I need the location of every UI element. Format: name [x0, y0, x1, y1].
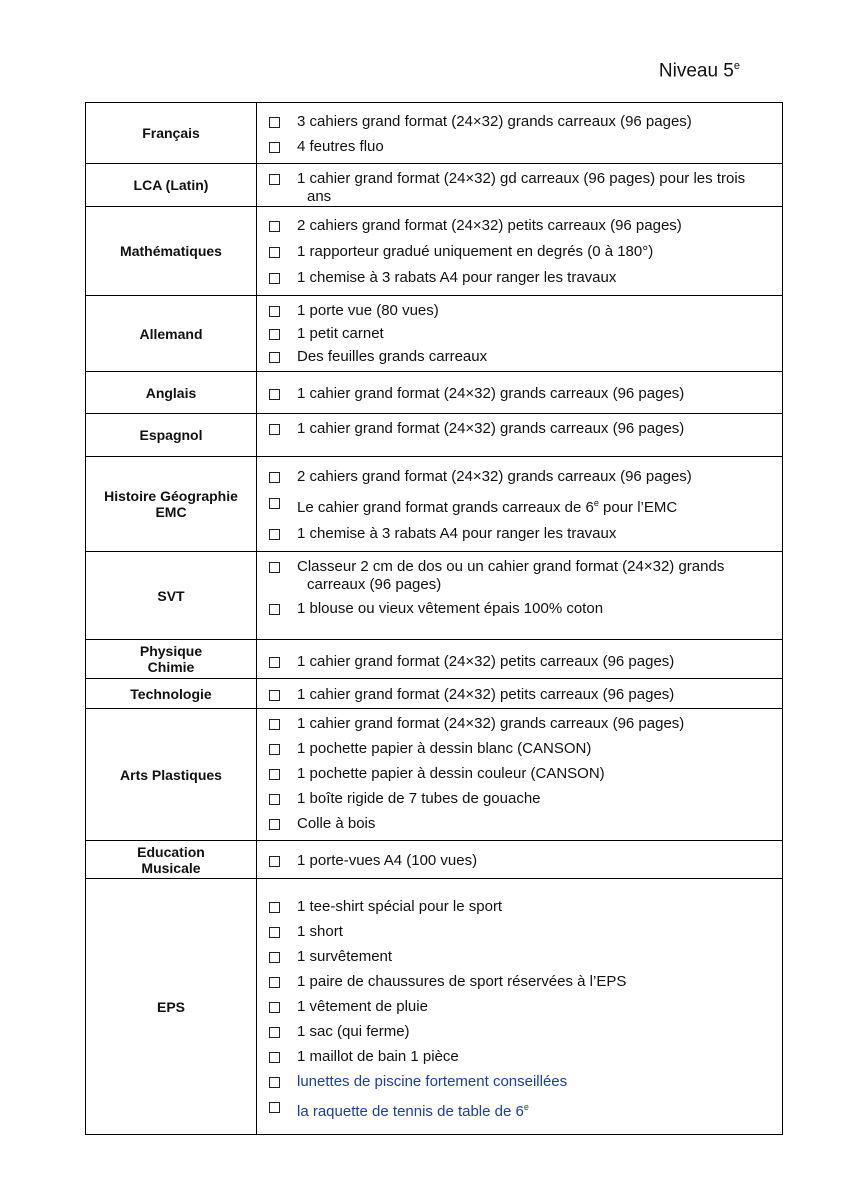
subject-cell: [86, 296, 257, 372]
subject-name: Mathématiques: [120, 243, 222, 259]
supply-item: [269, 302, 770, 320]
supply-item: [269, 558, 770, 594]
checkbox-icon[interactable]: [269, 1002, 280, 1013]
supply-item-text: [297, 815, 770, 833]
level-superscript: e: [733, 60, 740, 72]
supply-item: [269, 852, 770, 870]
supply-item-text: [297, 1073, 770, 1091]
subject-cell: [86, 103, 257, 164]
subject-name: Physique: [139, 643, 203, 659]
supplies-table: [85, 102, 783, 1135]
supply-item-label: 1 boîte rigide de 7 tubes de gouache: [297, 790, 541, 807]
supply-item-text: [297, 973, 770, 991]
supply-item: [269, 715, 770, 733]
checkbox-icon[interactable]: [269, 856, 280, 867]
checkbox-icon[interactable]: [269, 306, 280, 317]
supply-item-label: 1 tee-shirt spécial pour le sport: [297, 898, 503, 915]
supply-item-label: lunettes de piscine fortement conseillées: [297, 1073, 568, 1090]
subject-cell: [86, 207, 257, 296]
supply-item-text: [297, 790, 770, 808]
items-cell: [257, 841, 783, 879]
checkbox-icon[interactable]: [269, 352, 280, 363]
subject-cell: [86, 841, 257, 879]
supply-item: [269, 420, 770, 438]
items-cell: [257, 164, 783, 207]
supply-item-text: [297, 525, 770, 543]
checkbox-icon[interactable]: [269, 1102, 280, 1113]
items-cell: [257, 457, 783, 552]
items-cell: [257, 372, 783, 414]
supply-item: [269, 790, 770, 808]
checkbox-icon[interactable]: [269, 1027, 280, 1038]
supply-item: [269, 494, 770, 517]
checkbox-icon[interactable]: [269, 221, 280, 232]
supply-item-label: Des feuilles grands carreaux: [297, 348, 488, 365]
supply-item: [269, 923, 770, 941]
checkbox-icon[interactable]: [269, 389, 280, 400]
subject-name: Allemand: [139, 325, 203, 342]
checkbox-icon[interactable]: [269, 174, 280, 185]
supply-item: [269, 385, 770, 403]
supply-item: [269, 600, 770, 618]
row-espagnol: [86, 414, 783, 457]
supply-item: [269, 170, 770, 206]
items-cell: [257, 640, 783, 679]
supply-item-text: [297, 923, 770, 941]
supply-item-label: 1 chemise à 3 rabats A4 pour ranger les travaux: [297, 269, 617, 286]
checkbox-icon[interactable]: [269, 117, 280, 128]
supply-item-continuation: ans: [307, 188, 332, 205]
supply-item-text: [297, 113, 770, 131]
subject-name: Français: [142, 125, 200, 141]
supply-item: [269, 1023, 770, 1041]
subject-cell: [86, 640, 257, 679]
row-francais: [86, 103, 783, 164]
subject-cell: [86, 879, 257, 1135]
supply-item: [269, 1048, 770, 1066]
supply-item-text: [297, 740, 770, 758]
supply-item-text: [297, 269, 770, 287]
supply-item: [269, 948, 770, 966]
supply-item-text: [297, 138, 770, 156]
supply-item-text: [297, 765, 770, 783]
checkbox-icon[interactable]: [269, 424, 280, 435]
row-anglais: [86, 372, 783, 414]
checkbox-icon[interactable]: [269, 952, 280, 963]
supply-item-label: 1 paire de chaussures de sport réservées à l’EPS: [297, 973, 627, 990]
supply-item: [269, 653, 770, 671]
supply-item: [269, 1073, 770, 1091]
supply-item-text: [297, 494, 770, 517]
supply-item: [269, 973, 770, 991]
checkbox-icon[interactable]: [269, 744, 280, 755]
subject-name: LCA (Latin): [133, 177, 209, 193]
supply-item-label: 1 porte vue (80 vues): [297, 302, 439, 319]
items-cell: [257, 679, 783, 709]
supply-item-label: 1 cahier grand format (24×32) petits carreaux (96 pages): [297, 653, 675, 670]
checkbox-icon[interactable]: [269, 927, 280, 938]
checkbox-icon[interactable]: [269, 977, 280, 988]
checkbox-icon[interactable]: [269, 1077, 280, 1088]
level-text: Niveau 5: [658, 60, 734, 82]
row-allemand: [86, 296, 783, 372]
supply-item-label: Classeur 2 cm de dos ou un cahier grand format (24×32) grands: [297, 558, 725, 575]
supply-item-label: 1 cahier grand format (24×32) gd carreaux (96 pages) pour les trois: [297, 170, 746, 187]
supply-item: [269, 269, 770, 287]
subject-cell: [86, 164, 257, 207]
supply-item-text: [297, 170, 770, 206]
subject-cell: [86, 709, 257, 841]
items-cell: [257, 879, 783, 1135]
row-mathematiques: [86, 207, 783, 296]
supply-item-text: [297, 1098, 770, 1121]
checkbox-icon[interactable]: [269, 769, 280, 780]
supply-item-label: 2 cahiers grand format (24×32) petits carreaux (96 pages): [297, 217, 682, 234]
row-technologie: [86, 679, 783, 709]
subject-name: SVT: [157, 587, 185, 604]
items-cell: [257, 103, 783, 164]
supply-item-continuation: carreaux (96 pages): [307, 576, 442, 593]
items-cell: [257, 207, 783, 296]
subject-cell: [86, 414, 257, 457]
supply-item-label: 4 feutres fluo: [297, 138, 384, 155]
checkbox-icon[interactable]: [269, 657, 280, 668]
supply-item-label: Le cahier grand format grands carreaux de 6: [297, 499, 594, 516]
supply-item-label: 1 chemise à 3 rabats A4 pour ranger les travaux: [297, 525, 617, 542]
row-arts-plastiques: [86, 709, 783, 841]
subject-name: Technologie: [130, 685, 212, 702]
checkbox-icon[interactable]: [269, 562, 280, 573]
items-cell: [257, 709, 783, 841]
supply-item-text: [297, 243, 770, 261]
supply-item-label: 3 cahiers grand format (24×32) grands carreaux (96 pages): [297, 113, 692, 130]
supply-item-label: 1 short: [297, 923, 343, 940]
supply-item-label: Colle à bois: [297, 815, 376, 832]
checkbox-icon[interactable]: [269, 819, 280, 830]
supply-item: [269, 898, 770, 916]
checkbox-icon[interactable]: [269, 794, 280, 805]
supply-item-label: 1 cahier grand format (24×32) grands carreaux (96 pages): [297, 420, 685, 437]
supply-item-label: 1 vêtement de pluie: [297, 998, 428, 1015]
row-histoire-geographie: [86, 457, 783, 552]
supply-item-text: [297, 948, 770, 966]
supply-item: [269, 468, 770, 486]
row-education: [86, 841, 783, 879]
checkbox-icon[interactable]: [269, 329, 280, 340]
supply-item-label: 1 rapporteur gradué uniquement en degrés (0 à 180°): [297, 243, 654, 260]
row-eps: [86, 879, 783, 1135]
supply-item: [269, 217, 770, 235]
supply-item-label: la raquette de tennis de table de 6: [297, 1103, 524, 1120]
checkbox-icon[interactable]: [269, 247, 280, 258]
supply-item: [269, 113, 770, 131]
supply-item-text: [297, 217, 770, 235]
supply-item: [269, 998, 770, 1016]
supply-item-label: 1 pochette papier à dessin blanc (CANSON): [297, 740, 592, 757]
supply-item-label: 2 cahiers grand format (24×32) grands carreaux (96 pages): [297, 468, 692, 485]
row-svt: [86, 552, 783, 640]
supply-item-text: [297, 998, 770, 1016]
supply-item: [269, 765, 770, 783]
checkbox-icon[interactable]: [269, 690, 280, 701]
supply-item-label: 1 maillot de bain 1 pièce: [297, 1048, 459, 1065]
subject-name-line2: Musicale: [141, 859, 201, 876]
subject-name-line2: EMC: [155, 504, 187, 520]
supply-item: [269, 348, 770, 366]
supply-item: [269, 740, 770, 758]
checkbox-icon[interactable]: [269, 472, 280, 483]
supply-item-text: [297, 302, 770, 320]
supply-item: [269, 138, 770, 156]
subject-name: Histoire Géographie: [104, 488, 238, 504]
supply-item-text: [297, 686, 770, 704]
items-cell: [257, 552, 783, 640]
supply-item-label: 1 survêtement: [297, 948, 393, 965]
superscript: e: [593, 498, 599, 508]
supply-item-label: 1 porte-vues A4 (100 vues): [297, 852, 478, 869]
items-cell: [257, 414, 783, 457]
supply-item-label-end: pour l’EMC: [598, 499, 678, 516]
supply-item: [269, 1098, 770, 1121]
supply-item: [269, 325, 770, 343]
subject-name: Anglais: [145, 384, 197, 401]
row-lca-latin: [86, 164, 783, 207]
page-level-title: [659, 60, 740, 82]
supply-item: [269, 243, 770, 261]
supply-item-label: 1 sac (qui ferme): [297, 1023, 410, 1040]
supply-item: [269, 815, 770, 833]
supply-item-text: [297, 420, 770, 438]
supply-item-text: [297, 600, 770, 618]
subject-name: Arts Plastiques: [120, 766, 222, 783]
supply-item-text: [297, 558, 770, 594]
checkbox-icon[interactable]: [269, 902, 280, 913]
superscript: e: [523, 1102, 529, 1112]
checkbox-icon[interactable]: [269, 719, 280, 730]
supply-item-text: [297, 1023, 770, 1041]
subject-name: EPS: [156, 998, 185, 1015]
subject-name: Education: [137, 843, 205, 860]
supply-item-text: [297, 325, 770, 343]
subject-cell: [86, 457, 257, 552]
checkbox-icon[interactable]: [269, 1052, 280, 1063]
supply-item-text: [297, 852, 770, 870]
checkbox-icon[interactable]: [269, 273, 280, 284]
subject-cell: [86, 679, 257, 709]
subject-cell: [86, 372, 257, 414]
row-physique: [86, 640, 783, 679]
supplies-table-body: [86, 103, 783, 1135]
supply-item-text: [297, 1048, 770, 1066]
checkbox-icon[interactable]: [269, 529, 280, 540]
supply-item-label: 1 cahier grand format (24×32) petits carreaux (96 pages): [297, 686, 675, 703]
subject-cell: [86, 552, 257, 640]
supply-item-text: [297, 653, 770, 671]
supply-item-label: 1 cahier grand format (24×32) grands carreaux (96 pages): [297, 385, 685, 402]
supply-item-text: [297, 348, 770, 366]
supply-item-label: 1 petit carnet: [297, 325, 384, 342]
supply-item: [269, 525, 770, 543]
subject-name-line2: Chimie: [147, 659, 195, 675]
supply-item-text: [297, 898, 770, 916]
checkbox-icon[interactable]: [269, 498, 280, 509]
supply-item: [269, 686, 770, 704]
supply-item-label: 1 cahier grand format (24×32) grands carreaux (96 pages): [297, 715, 685, 732]
supply-item-text: [297, 715, 770, 733]
supply-item-label: 1 pochette papier à dessin couleur (CANSON): [297, 765, 605, 782]
items-cell: [257, 296, 783, 372]
supply-item-text: [297, 385, 770, 403]
supply-item-text: [297, 468, 770, 486]
supply-item-label: 1 blouse ou vieux vêtement épais 100% coton: [297, 600, 604, 617]
checkbox-icon[interactable]: [269, 604, 280, 615]
checkbox-icon[interactable]: [269, 142, 280, 153]
subject-name: Espagnol: [139, 427, 203, 443]
